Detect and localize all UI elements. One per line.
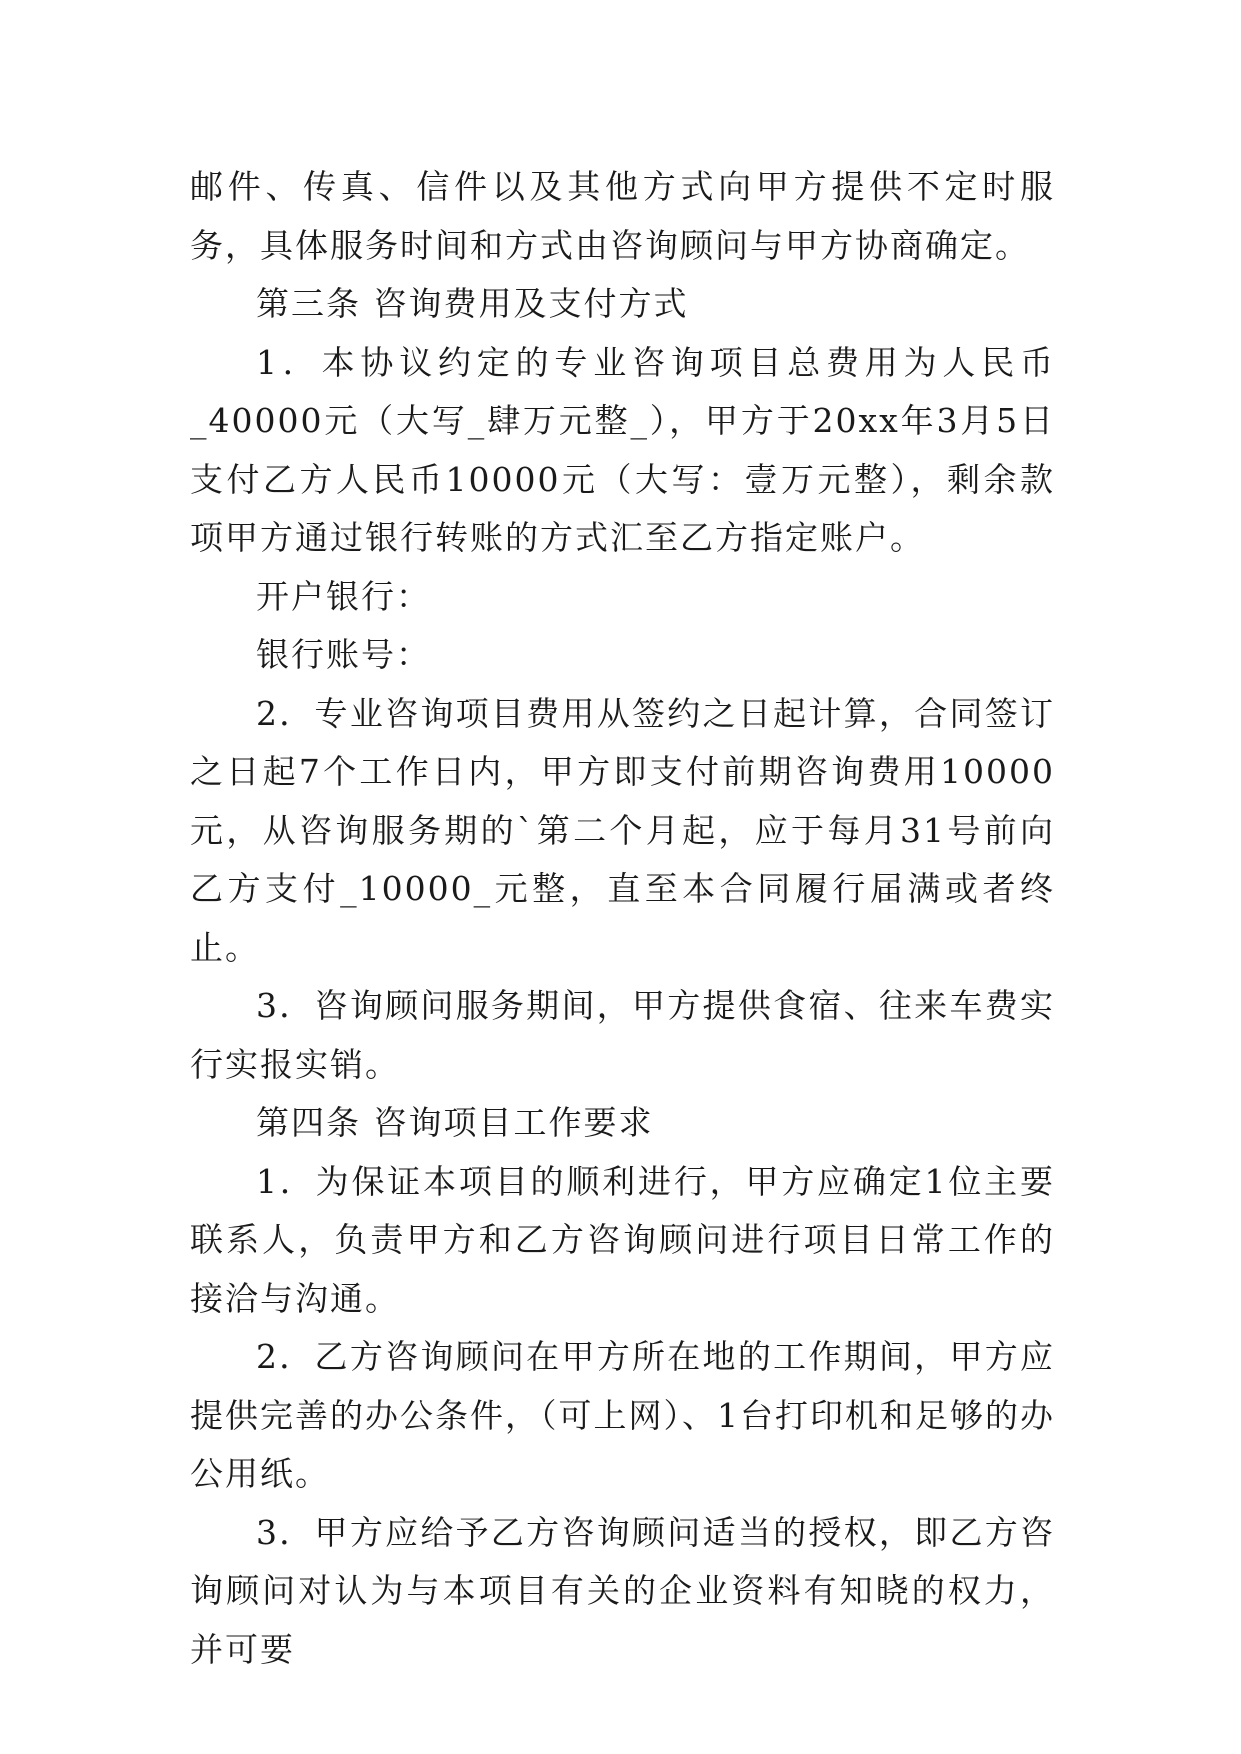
paragraph-authorization: 3．甲方应给予乙方咨询顾问适当的授权，即乙方咨询顾问对认为与本项目有关的企业资料有知晓的权力，并可要 — [190, 1512, 1055, 1669]
field-bank-account: 银行账号： — [256, 635, 431, 674]
paragraph-total-fee: 1．本协议约定的专业咨询项目总费用为人民币_40000元（大写_肆万元整_），甲方于20xx年3月5日支付乙方人民币10000元（大写：壹万元整），剩余款项甲方通过银行转账的方式汇至乙方指定账户。 — [190, 342, 1055, 557]
paragraph-fee-schedule: 2．专业咨询项目费用从签约之日起计算，合同签订之日起7个工作日内，甲方即支付前期咨询费用10000元，从咨询服务期的`第二个月起，应于每月31号前向乙方支付_10000_元整，直至本合同履行届满或者终止。 — [190, 693, 1055, 967]
heading-article-3: 第三条 咨询费用及支付方式 — [256, 284, 689, 323]
document-body — [190, 158, 1055, 1679]
paragraph-expenses: 3．咨询顾问服务期间，甲方提供食宿、往来车费实行实报实销。 — [190, 986, 1055, 1084]
paragraph-service-method: 邮件、传真、信件以及其他方式向甲方提供不定时服务，具体服务时间和方式由咨询顾问与甲方协商确定。 — [190, 167, 1055, 265]
paragraph-contact-person: 1．为保证本项目的顺利进行，甲方应确定1位主要联系人，负责甲方和乙方咨询顾问进行项目日常工作的接洽与沟通。 — [190, 1161, 1055, 1318]
heading-article-4: 第四条 咨询项目工作要求 — [256, 1103, 654, 1142]
paragraph-office-conditions: 2．乙方咨询顾问在甲方所在地的工作期间，甲方应提供完善的办公条件，（可上网）、1台打印机和足够的办公用纸。 — [190, 1337, 1055, 1493]
field-bank-name: 开户银行： — [256, 576, 431, 616]
